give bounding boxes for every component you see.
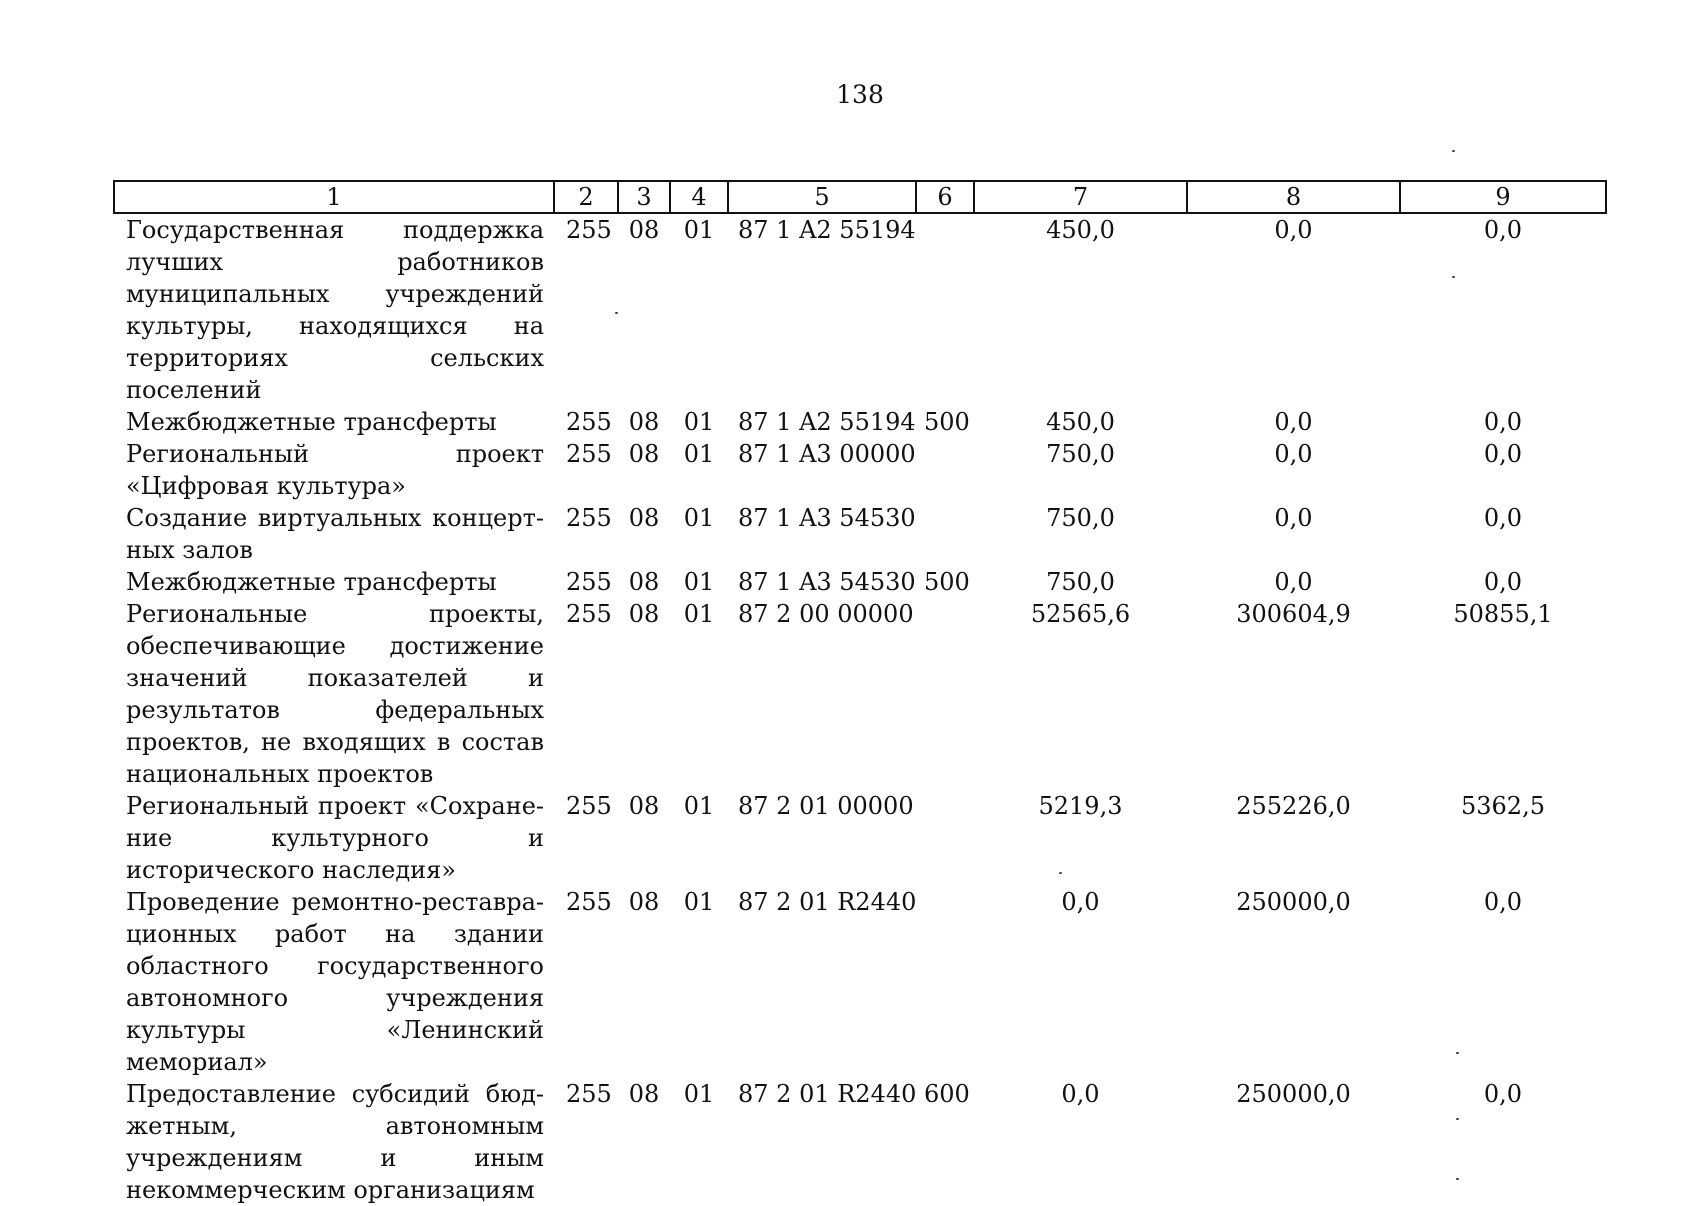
col-header: 1	[114, 181, 554, 213]
row-name: Предоставление субсидий бюджетным, автономным учреждениям и иным некоммерческим организациям	[126, 1080, 544, 1204]
row-name: Создание виртуальных концертных залов	[126, 504, 544, 564]
row-name: Проведение ремонтно-реставрационных работ на здании областного государственного автономного учреждения культуры «Ленинский мемориал»	[126, 888, 544, 1076]
cell-amount-8: 300604,9	[1236, 600, 1351, 628]
cell-subsection: 01	[683, 504, 715, 532]
cell-section: 08	[628, 888, 660, 916]
cell-admin: 255	[566, 504, 612, 532]
table-row	[114, 566, 1606, 598]
col-header: 7	[974, 181, 1187, 213]
cell-target-article: 87 1 A3 00000	[738, 440, 916, 468]
cell-section: 08	[628, 504, 660, 532]
cell-admin: 255	[566, 568, 612, 596]
cell-amount-7: 450,0	[1046, 408, 1115, 436]
cell-amount-8: 255226,0	[1236, 792, 1351, 820]
cell-expense-type: 500	[924, 568, 970, 596]
col-header: 6	[916, 181, 974, 213]
cell-amount-8: 250000,0	[1236, 1080, 1351, 1108]
cell-subsection: 01	[683, 440, 715, 468]
table-row	[114, 598, 1606, 790]
table-row	[114, 886, 1606, 1078]
cell-amount-7: 5219,3	[1038, 792, 1123, 820]
cell-target-article: 87 2 01 00000	[738, 792, 914, 820]
cell-amount-7: 750,0	[1046, 504, 1115, 532]
cell-expense-type	[916, 598, 974, 790]
table-row	[114, 1078, 1606, 1206]
table-row	[114, 213, 1606, 406]
cell-amount-7: 52565,6	[1030, 600, 1131, 628]
cell-target-article: 87 1 A3 54530	[738, 568, 916, 596]
cell-subsection: 01	[683, 568, 715, 596]
cell-amount-9: 0,0	[1483, 1080, 1523, 1108]
col-header: 4	[670, 181, 728, 213]
cell-target-article: 87 2 01 R2440	[738, 888, 917, 916]
cell-section: 08	[628, 216, 660, 244]
cell-section: 08	[628, 568, 660, 596]
cell-amount-8: 0,0	[1274, 408, 1313, 436]
cell-amount-9: 0,0	[1483, 888, 1523, 916]
cell-subsection: 01	[683, 600, 715, 628]
col-header: 2	[554, 181, 618, 213]
cell-subsection: 01	[683, 888, 715, 916]
row-name: Региональный проект «Сохранение культурного и исторического наследия»	[126, 792, 544, 884]
cell-section: 08	[628, 1080, 660, 1108]
page-number: 138	[836, 80, 884, 109]
cell-admin: 255	[566, 216, 612, 244]
cell-subsection: 01	[683, 792, 715, 820]
cell-expense-type	[916, 438, 974, 502]
cell-amount-7: 750,0	[1046, 568, 1115, 596]
cell-expense-type	[916, 502, 974, 566]
cell-target-article: 87 2 00 00000	[738, 600, 914, 628]
col-header: 5	[728, 181, 916, 213]
table-row	[114, 406, 1606, 438]
cell-amount-9: 50855,1	[1453, 600, 1553, 628]
cell-admin: 255	[566, 792, 612, 820]
cell-target-article: 87 1 A2 55194	[738, 408, 916, 436]
cell-admin: 255	[566, 888, 612, 916]
cell-expense-type: 600	[924, 1080, 970, 1108]
budget-table	[113, 180, 1607, 1206]
cell-amount-9: 0,0	[1483, 440, 1523, 468]
cell-amount-9: 0,0	[1483, 568, 1523, 596]
row-name: Государственная поддержка лучших работников муниципальных учреждений культуры, находящихся на территориях сельских поселений	[126, 216, 544, 404]
cell-target-article: 87 1 A2 55194	[738, 216, 916, 244]
cell-amount-9: 0,0	[1483, 408, 1523, 436]
cell-target-article: 87 1 A3 54530	[738, 504, 916, 532]
cell-amount-9: 0,0	[1483, 504, 1523, 532]
cell-expense-type: 500	[924, 408, 970, 436]
cell-subsection: 01	[683, 408, 715, 436]
cell-expense-type	[916, 213, 974, 406]
cell-amount-8: 0,0	[1274, 504, 1313, 532]
cell-amount-9: 5362,5	[1461, 792, 1545, 820]
cell-amount-8: 0,0	[1274, 440, 1313, 468]
cell-admin: 255	[566, 1080, 612, 1108]
row-name: Региональный проект «Цифровая культура»	[126, 440, 544, 500]
cell-amount-7: 750,0	[1046, 440, 1115, 468]
table-row	[114, 502, 1606, 566]
cell-admin: 255	[566, 408, 612, 436]
cell-section: 08	[628, 408, 660, 436]
row-name: Межбюджетные трансферты	[126, 408, 497, 436]
cell-amount-8: 0,0	[1274, 216, 1313, 244]
table-row	[114, 438, 1606, 502]
table-row	[114, 790, 1606, 886]
col-header: 3	[618, 181, 670, 213]
cell-subsection: 01	[683, 216, 715, 244]
scan-speck	[1452, 150, 1455, 152]
cell-section: 08	[628, 440, 660, 468]
cell-section: 08	[628, 792, 660, 820]
cell-admin: 255	[566, 600, 612, 628]
cell-admin: 255	[566, 440, 612, 468]
cell-section: 08	[628, 600, 660, 628]
col-header: 8	[1187, 181, 1400, 213]
cell-amount-7: 450,0	[1046, 216, 1115, 244]
cell-expense-type	[916, 790, 974, 886]
cell-subsection: 01	[683, 1080, 715, 1108]
cell-amount-7: 0,0	[1061, 1080, 1100, 1108]
cell-amount-8: 0,0	[1274, 568, 1313, 596]
cell-expense-type	[916, 886, 974, 1078]
row-name: Межбюджетные трансферты	[126, 568, 497, 596]
cell-amount-7: 0,0	[1061, 888, 1100, 916]
row-name: Региональные проекты, обеспечивающие достижение значений показателей и результатов федеральных проектов, не входящих в состав национальных проектов	[126, 600, 544, 788]
header-row	[114, 181, 1606, 213]
cell-target-article: 87 2 01 R2440	[738, 1080, 917, 1108]
cell-amount-8: 250000,0	[1236, 888, 1351, 916]
cell-amount-9: 0,0	[1483, 216, 1523, 244]
col-header: 9	[1400, 181, 1606, 213]
